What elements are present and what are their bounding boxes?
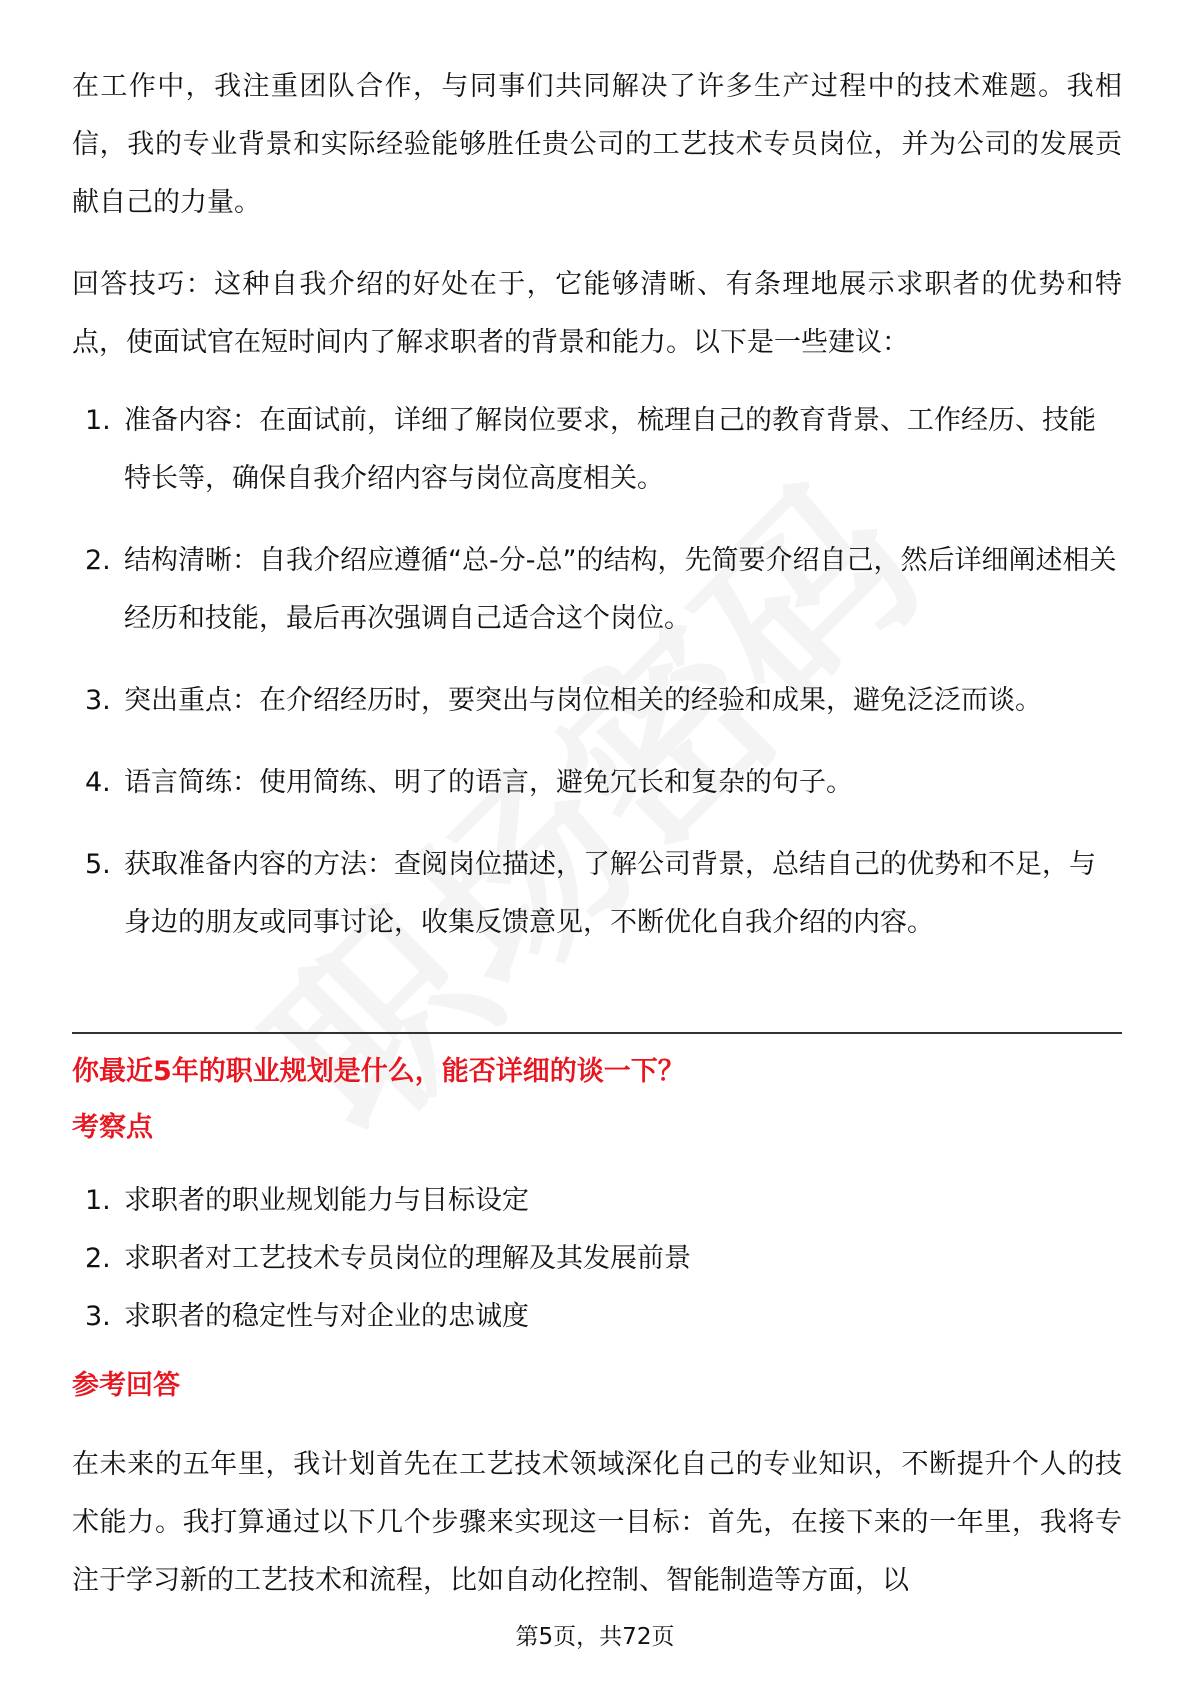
list-item bbox=[72, 672, 1122, 730]
list-number: 3. bbox=[85, 685, 111, 716]
section-divider bbox=[72, 1032, 1122, 1034]
question-title: 你最近5年的职业规划是什么，能否详细的谈一下？ bbox=[72, 1056, 685, 1087]
list-item bbox=[72, 754, 1122, 812]
page-number: 第5页，共72页 bbox=[515, 1624, 675, 1650]
intro-paragraph-1: 在工作中，我注重团队合作，与同事们共同解决了许多生产过程中的技术难题。我相信，我的专业背景和实际经验能够胜任贵公司的工艺技术专员岗位，并为公司的发展贡献自己的力量。 bbox=[72, 71, 1122, 218]
answer-tips-paragraph: 回答技巧：这种自我介绍的好处在于，它能够清晰、有条理地展示求职者的优势和特点，使面试官在短时间内了解求职者的背景和能力。以下是一些建议： bbox=[72, 269, 1122, 358]
list-item-text: 突出重点：在介绍经历时，要突出与岗位相关的经验和成果，避免泛泛而谈。 bbox=[124, 685, 1042, 716]
list-number: 5. bbox=[85, 849, 111, 880]
list-item bbox=[72, 1230, 1122, 1288]
list-item-text: 语言简练：使用简练、明了的语言，避免冗长和复杂的句子。 bbox=[124, 767, 853, 798]
list-item-text: 求职者的职业规划能力与目标设定 bbox=[124, 1185, 529, 1216]
list-item-text: 求职者对工艺技术专员岗位的理解及其发展前景 bbox=[124, 1243, 691, 1274]
reference-answer: 在未来的五年里，我计划首先在工艺技术领域深化自己的专业知识，不断提升个人的技术能力。我打算通过以下几个步骤来实现这一目标：首先，在接下来的一年里，我将专注于学习新的工艺技术和流程，比如自动化控制、智能制造等方面，以 bbox=[72, 1449, 1122, 1596]
list-number: 1. bbox=[85, 1185, 111, 1216]
list-number: 4. bbox=[85, 767, 111, 798]
points-list bbox=[72, 1172, 1122, 1346]
list-item bbox=[72, 532, 1122, 648]
tips-list bbox=[72, 392, 1122, 952]
question-section bbox=[72, 1050, 1122, 1610]
points-heading: 考察点 bbox=[72, 1112, 153, 1143]
list-item bbox=[72, 836, 1122, 952]
list-number: 1. bbox=[85, 405, 111, 436]
list-number: 2. bbox=[85, 1243, 111, 1274]
list-item-text: 结构清晰：自我介绍应遵循“总-分-总”的结构，先简要介绍自己，然后详细阐述相关经历和技能，最后再次强调自己适合这个岗位。 bbox=[124, 545, 1117, 634]
list-number: 3. bbox=[85, 1301, 111, 1332]
list-item-text: 求职者的稳定性与对企业的忠诚度 bbox=[124, 1301, 529, 1332]
list-item bbox=[72, 1288, 1122, 1346]
intro-section bbox=[72, 58, 1122, 976]
list-item-text: 准备内容：在面试前，详细了解岗位要求，梳理自己的教育背景、工作经历、技能特长等，确保自我介绍内容与岗位高度相关。 bbox=[124, 405, 1096, 494]
answer-heading: 参考回答 bbox=[72, 1370, 180, 1401]
list-number: 2. bbox=[85, 545, 111, 576]
list-item bbox=[72, 1172, 1122, 1230]
list-item bbox=[72, 392, 1122, 508]
list-item-text: 获取准备内容的方法：查阅岗位描述，了解公司背景，总结自己的优势和不足，与身边的朋友或同事讨论，收集反馈意见，不断优化自我介绍的内容。 bbox=[124, 849, 1096, 938]
